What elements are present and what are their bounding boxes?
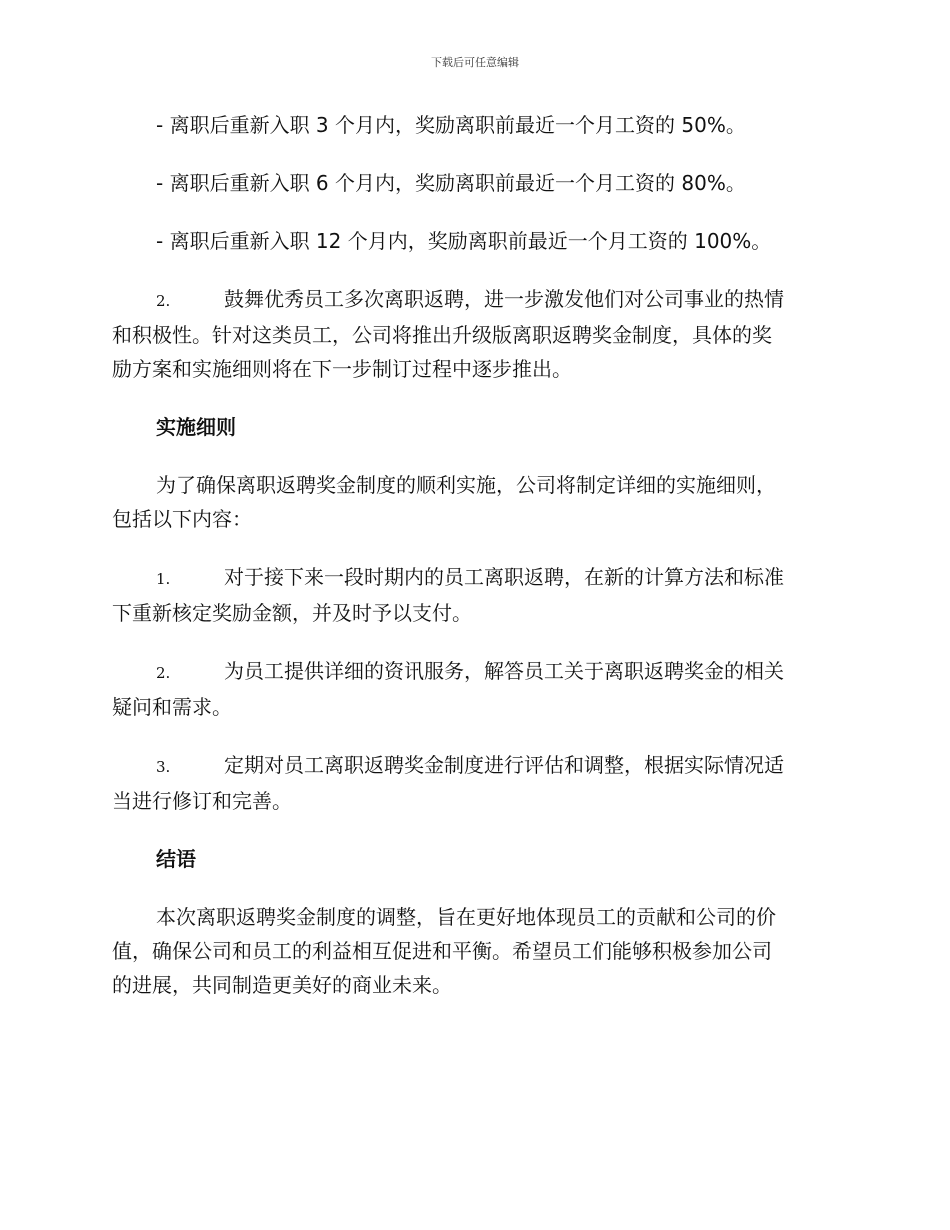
closing-paragraph: [112, 900, 838, 1002]
paragraph-line: 对于接下来一段时期内的员工离职返聘，在新的计算方法和标准: [224, 565, 784, 589]
numbered-paragraph: [112, 560, 838, 630]
paragraph-line: 本次离职返聘奖金制度的调整，旨在更好地体现员工的贡献和公司的价: [156, 905, 776, 929]
item-number: 1.: [156, 570, 171, 588]
paragraph-line: 励方案和实施细则将在下一步制订过程中逐步推出。: [112, 357, 572, 381]
bullet-item: - 离职后重新入职 12 个月内，奖励离职前最近一个月工资的 100%。: [156, 229, 772, 253]
paragraph-line: 疑问和需求。: [112, 695, 232, 719]
paragraph-line: 的进展，共同制造更美好的商业未来。: [112, 973, 452, 997]
paragraph-line: 为了确保离职返聘奖金制度的顺利实施，公司将制定详细的实施细则，: [156, 473, 776, 497]
section-heading: 结语: [156, 847, 196, 871]
numbered-paragraph: [112, 748, 838, 818]
document-body: [112, 108, 838, 1026]
paragraph-line: 当进行修订和完善。: [112, 789, 292, 813]
item-number: 2.: [156, 292, 171, 310]
paragraph-line: 为员工提供详细的资讯服务，解答员工关于离职返聘奖金的相关: [224, 659, 784, 683]
item-number: 3.: [156, 758, 171, 776]
numbered-paragraph: [112, 282, 838, 386]
section-heading: 实施细则: [156, 415, 236, 439]
paragraph-line: 包括以下内容：: [112, 507, 252, 531]
bullet-item: - 离职后重新入职 3 个月内，奖励离职前最近一个月工资的 50%。: [156, 113, 746, 137]
bullet-item: - 离职后重新入职 6 个月内，奖励离职前最近一个月工资的 80%。: [156, 171, 746, 195]
paragraph-line: 定期对员工离职返聘奖金制度进行评估和调整，根据实际情况适: [224, 753, 784, 777]
paragraph-line: 鼓舞优秀员工多次离职返聘，进一步激发他们对公司事业的热情: [224, 287, 784, 311]
numbered-paragraph: [112, 654, 838, 724]
intro-paragraph: [112, 468, 838, 536]
page-header: 下载后可任意编辑: [431, 56, 519, 69]
item-number: 2.: [156, 664, 171, 682]
paragraph-line: 下重新核定奖励金额，并及时予以支付。: [112, 601, 472, 625]
paragraph-line: 和积极性。针对这类员工，公司将推出升级版离职返聘奖金制度，具体的奖: [112, 323, 772, 347]
paragraph-line: 值，确保公司和员工的利益相互促进和平衡。希望员工们能够积极参加公司: [112, 939, 772, 963]
